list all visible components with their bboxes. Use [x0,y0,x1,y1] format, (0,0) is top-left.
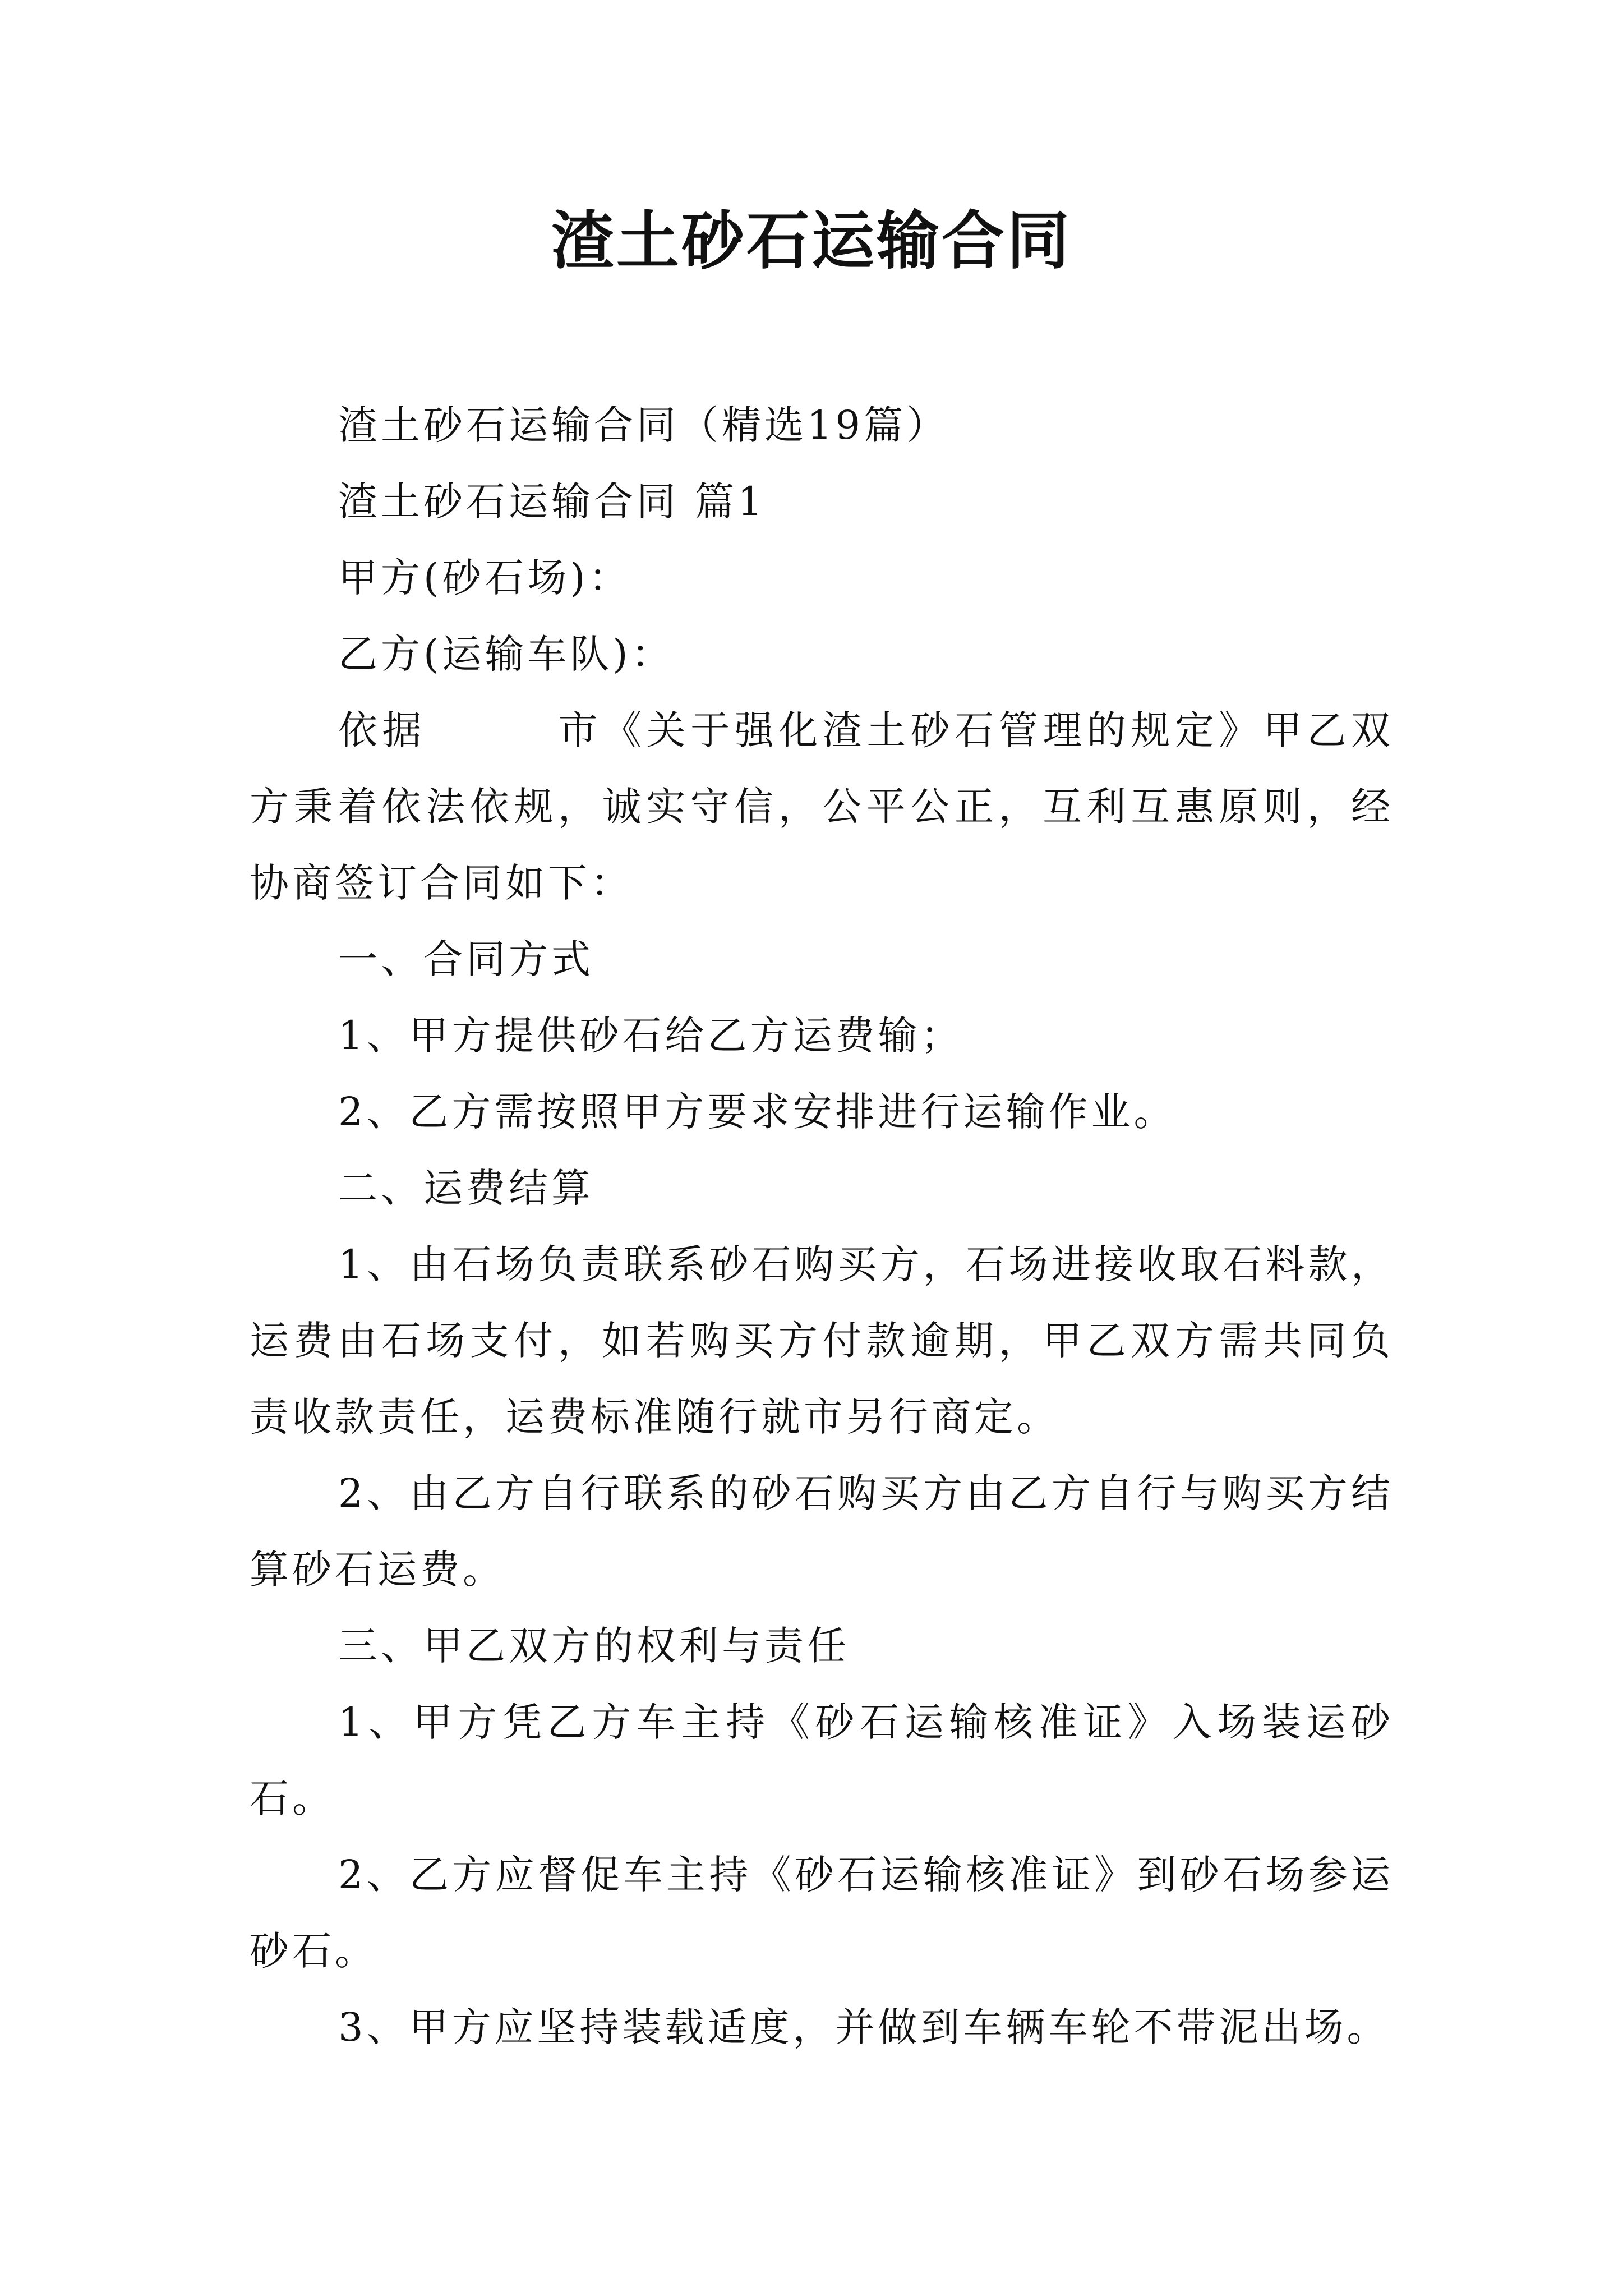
clause-1-1: 1、甲方提供砂石给乙方运费输； [338,1013,963,1059]
party-a-line: 甲方(砂石场)： [338,555,631,601]
clause-1-2: 2、乙方需按照甲方要求安排进行运输作业。 [338,1089,1177,1135]
document-body [250,387,1394,2065]
clause-2-2: 2、由乙方自行联系的砂石购买方由乙方自行与购买方结算砂石运费。 [250,1470,1394,1593]
clause-3-2: 2、乙方应督促车主持《砂石运输核准证》到砂石场参运砂石。 [250,1852,1394,1974]
paragraph-basis: 依据 市《关于强化渣土砂石管理的规定》甲乙双方秉着依法依规，诚实守信，公平公正，互利互惠原则，经协商签订合同如下： [250,707,1394,906]
section-heading-3: 三、甲乙双方的权利与责任 [338,1623,850,1669]
clause-3-3: 3、甲方应坚持装载适度，并做到车辆车轮不带泥出场。 [338,2004,1390,2050]
document-title: 渣土砂石运输合同 [551,204,1072,278]
clause-3-1: 1、甲方凭乙方车主持《砂石运输核准证》入场装运砂石。 [250,1699,1394,1821]
clause-2-1: 1、由石场负责联系砂石购买方，石场进接收取石料款，运费由石场支付，如若购买方付款逾期，甲乙双方需共同负责收款责任，运费标准随行就市另行商定。 [250,1241,1394,1440]
section-heading-1: 一、合同方式 [338,936,594,982]
paragraph-section-title: 渣土砂石运输合同 篇1 [338,478,766,524]
paragraph-heading: 渣土砂石运输合同（精选19篇） [338,402,949,448]
section-heading-2: 二、运费结算 [338,1165,594,1211]
party-b-line: 乙方(运输车队)： [338,631,674,677]
